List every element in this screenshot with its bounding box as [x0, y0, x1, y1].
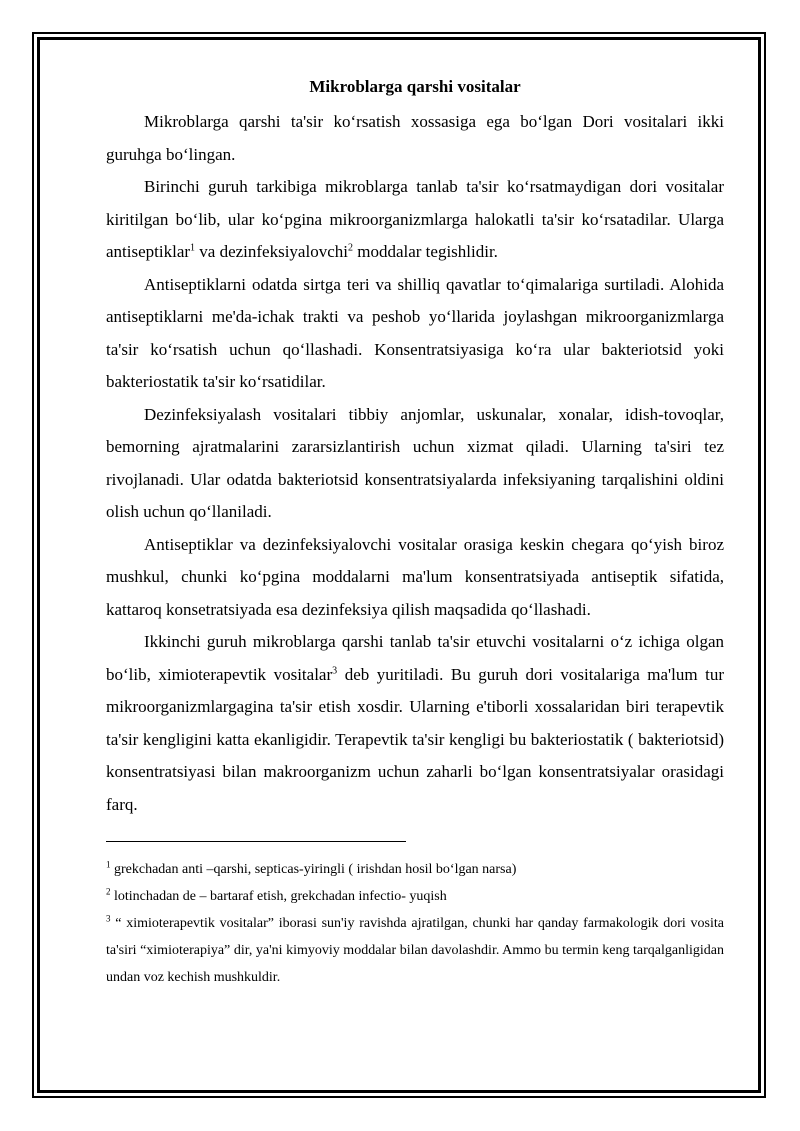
- paragraph-3: Antiseptiklarni odatda sirtga teri va shilliq qavatlar to‘qimalariga surtiladi. Alohida antiseptiklarni me'da-ichak trakti va peshob yo‘llarida joylashgan mikroorganizmlarga ta'sir ko‘rsatish uchun qo‘llashadi. Konsentratsiyasiga ko‘ra ular bakteriotsid yoki bakteriostatik ta'sir ko‘rsatidilar.: [106, 274, 724, 391]
- footnote-2: [106, 883, 724, 910]
- paragraph-2: [106, 171, 724, 269]
- footnote-ref-2[interactable]: 2: [347, 242, 353, 254]
- footnote-3-mark: 3: [106, 913, 111, 924]
- footnote-1-text: grekchadan anti –qarshi, septicas-yiringli ( irishdan hosil bo‘lgan narsa): [110, 862, 517, 877]
- footnote-ref-3[interactable]: 3: [332, 664, 338, 676]
- footnote-1: [106, 856, 724, 883]
- footnote-3-text: “ ximioterapevtik vositalar” iborasi sun'iy ravishda ajratilgan, chunki har qanday farmakologik dori vosita ta'siri “ximioterapiya” dir, ya'ni kimyoviy moddalar bilan davolashdir. Ammo bu termin keng tarqalganligidan undan voz kechish mushkuldir.: [106, 916, 724, 985]
- paragraph-6: [106, 626, 724, 821]
- paragraph-6-text-a: Ikkinchi guruh mikroblarga qarshi tanlab ta'sir etuvchi vositalarni o‘z ichiga olgan bo‘lib, ximioterapevtik vositalar: [106, 632, 724, 684]
- footnote-2-mark: 2: [106, 886, 111, 897]
- footnote-separator: [106, 841, 406, 842]
- paragraph-2-text-c: moddalar tegishlidir.: [352, 242, 498, 261]
- paragraph-1: Mikroblarga qarshi ta'sir ko‘rsatish xossasiga ega bo‘lgan Dori vositalari ikki guruhga bo‘lingan.: [106, 112, 724, 164]
- footnote-2-text: lotinchadan de – bartaraf etish, grekchadan infectio- yuqish: [110, 889, 447, 904]
- paragraph-6-text-b: deb yuritiladi. Bu guruh dori vositalariga ma'lum tur mikroorganizmlargagina ta'sir etish xosdir. Ularning e'tiborli xossalaridan biri terapevtik ta'sir kengligini katta ekanligidir. Terapevtik ta'sir kengligi bu bakteriostatik ( bakteriotsid) konsentratsiyasi bilan makroorganizm uchun zaharli bo‘lgan konsentratsiyalar orasidagi farq.: [106, 664, 724, 814]
- paragraph-2-text-b: va dezinfeksiyalovchi: [195, 242, 348, 261]
- footnote-ref-1[interactable]: 1: [190, 242, 196, 254]
- footnote-3: [106, 910, 724, 991]
- document-title: Mikroblarga qarshi vositalar: [309, 77, 521, 96]
- document-body: [106, 72, 724, 991]
- paragraph-5: Antiseptiklar va dezinfeksiyalovchi vositalar orasiga keskin chegara qo‘yish biroz mushkul, chunki ko‘pgina moddalarni ma'lum konsentratsiyada antiseptik sifatida, kattaroq konsetratsiyada esa dezinfeksiya qilish maqsadida qo‘llashadi.: [106, 534, 724, 619]
- paragraph-2-text-a: Birinchi guruh tarkibiga mikroblarga tanlab ta'sir ko‘rsatmaydigan dori vositalar kiritilgan bo‘lib, ular ko‘pgina mikroorganizmlarga halokatli ta'sir ko‘rsatadilar. Ularga antiseptiklar: [106, 177, 724, 261]
- footnote-1-mark: 1: [106, 859, 111, 870]
- paragraph-4: Dezinfeksiyalash vositalari tibbiy anjomlar, uskunalar, xonalar, idish-tovoqlar, bemorning ajratmalarini zararsizlantirish uchun xizmat qiladi. Ularning ta'siri tez rivojlanadi. Ular odatda bakteriotsid konsentratsiyalarda infeksiyaning tarqalishini oldini olish uchun qo‘llaniladi.: [106, 404, 724, 521]
